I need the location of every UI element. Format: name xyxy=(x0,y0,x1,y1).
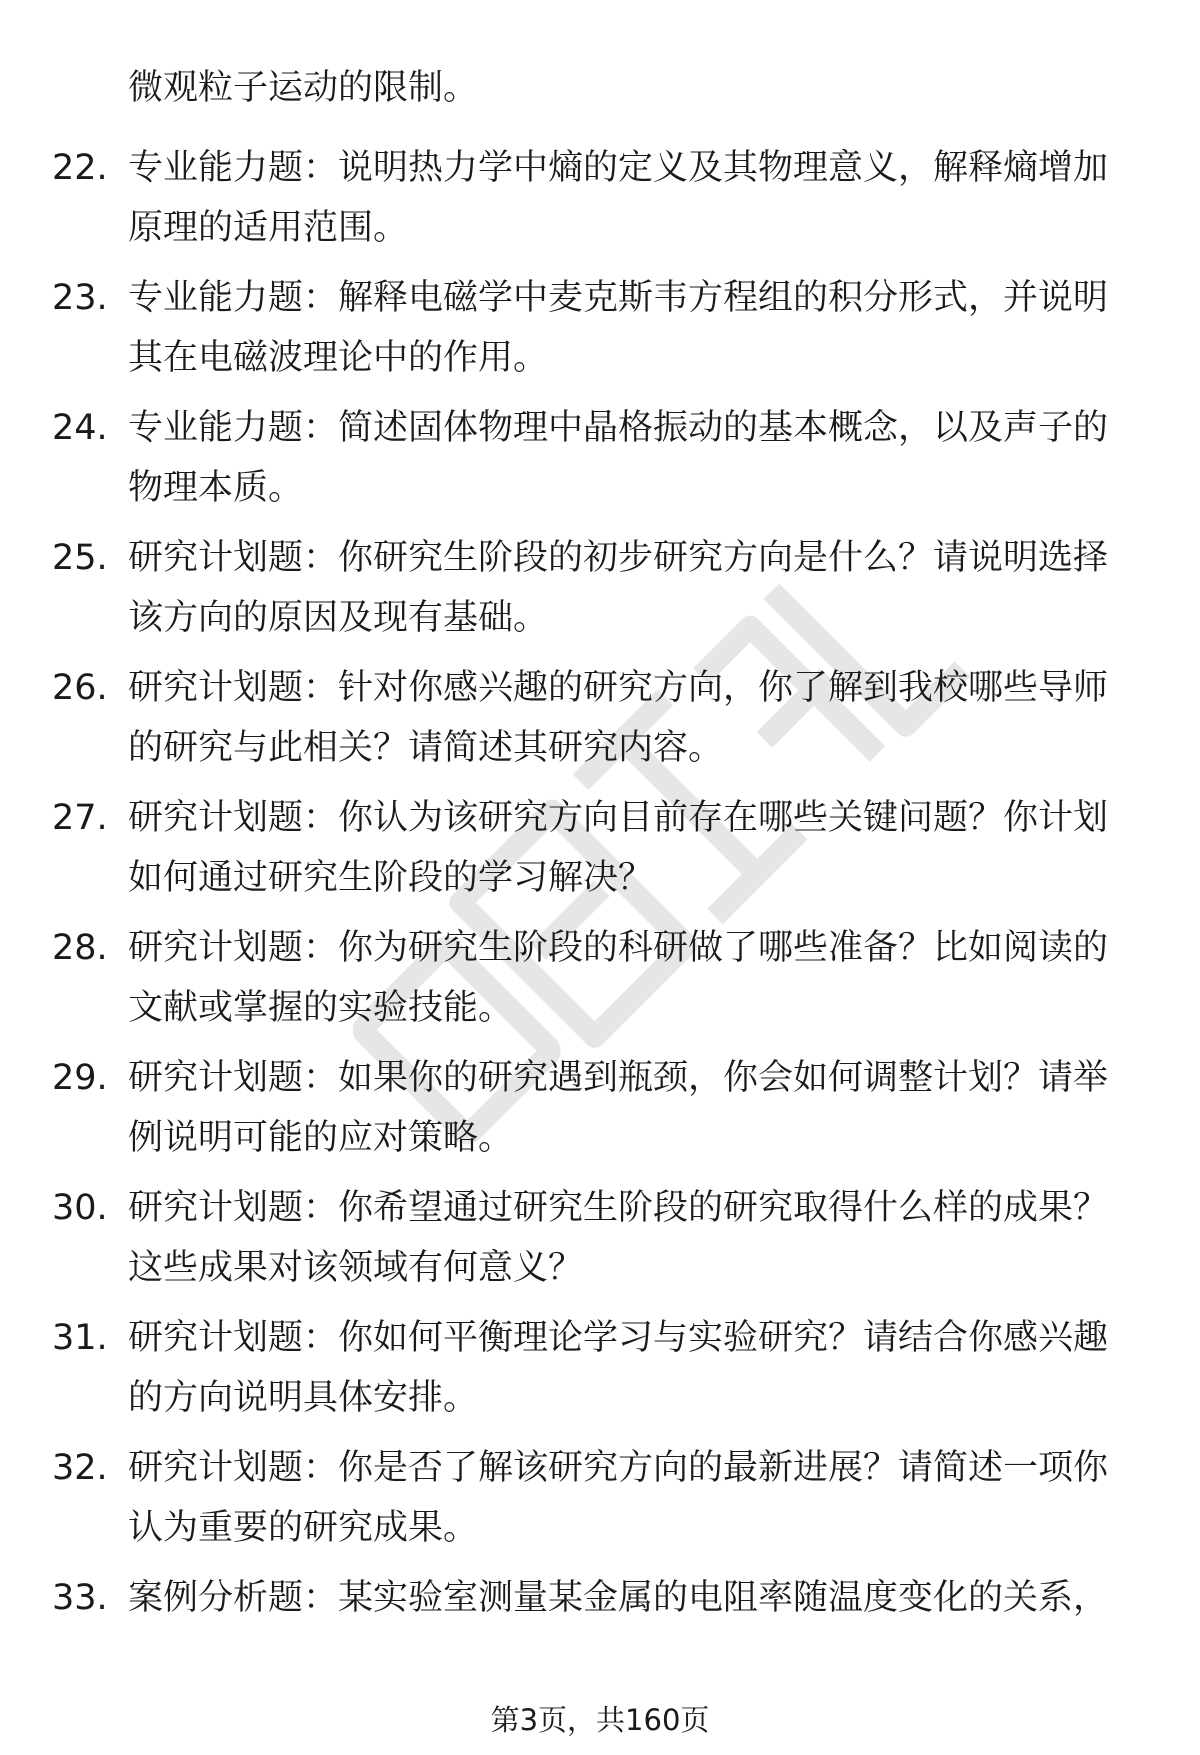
question-number: 27. xyxy=(52,798,108,838)
question-item xyxy=(0,138,1200,268)
question-text xyxy=(128,788,1138,908)
question-item xyxy=(0,268,1200,398)
question-text-line: 该方向的原因及现有基础。 xyxy=(128,598,549,638)
question-text-line: 例说明可能的应对策略。 xyxy=(128,1118,514,1158)
question-text-line: 的方向说明具体安排。 xyxy=(128,1378,479,1418)
question-item xyxy=(0,398,1200,528)
question-number: 28. xyxy=(52,928,108,968)
question-text xyxy=(128,268,1138,388)
question-number: 29. xyxy=(52,1058,108,1098)
question-item xyxy=(0,1568,1200,1698)
question-item xyxy=(0,1438,1200,1568)
question-text-line: 其在电磁波理论中的作用。 xyxy=(128,338,549,378)
question-text-line: 案例分析题：某实验室测量某金属的电阻率随温度变化的关系， xyxy=(128,1578,1109,1618)
question-text-line: 专业能力题：解释电磁学中麦克斯韦方程组的积分形式，并说明 xyxy=(128,278,1109,318)
question-list xyxy=(0,138,1200,1698)
question-text-line: 研究计划题：针对你感兴趣的研究方向，你了解到我校哪些导师 xyxy=(128,668,1109,708)
question-item xyxy=(0,788,1200,918)
question-text-line: 文献或掌握的实验技能。 xyxy=(128,988,514,1028)
question-text-line: 如何通过研究生阶段的学习解决？ xyxy=(128,858,654,898)
question-text xyxy=(128,918,1138,1038)
question-number: 25. xyxy=(52,538,108,578)
question-text-line: 研究计划题：你认为该研究方向目前存在哪些关键问题？你计划 xyxy=(128,798,1109,838)
question-text-line: 物理本质。 xyxy=(128,468,304,508)
question-number: 24. xyxy=(52,408,108,448)
question-text-line: 研究计划题：你希望通过研究生阶段的研究取得什么样的成果？ xyxy=(128,1188,1109,1228)
continuation-text: 微观粒子运动的限制。 xyxy=(128,68,479,108)
question-text-line: 专业能力题：简述固体物理中晶格振动的基本概念，以及声子的 xyxy=(128,408,1109,448)
question-number: 33. xyxy=(52,1578,108,1618)
question-text-line: 这些成果对该领域有何意义？ xyxy=(128,1248,584,1288)
question-item xyxy=(0,1048,1200,1178)
question-item xyxy=(0,658,1200,788)
question-number: 26. xyxy=(52,668,108,708)
question-text xyxy=(128,1568,1138,1628)
question-text xyxy=(128,1048,1138,1168)
question-item xyxy=(0,1178,1200,1308)
question-item xyxy=(0,1308,1200,1438)
question-text-line: 研究计划题：你如何平衡理论学习与实验研究？请结合你感兴趣 xyxy=(128,1318,1109,1358)
question-number: 30. xyxy=(52,1188,108,1228)
question-text-line: 认为重要的研究成果。 xyxy=(128,1508,479,1548)
question-text xyxy=(128,658,1138,778)
page-indicator: 第3页，共160页 xyxy=(490,1703,710,1737)
question-text-line: 原理的适用范围。 xyxy=(128,208,409,248)
question-text-line: 专业能力题：说明热力学中熵的定义及其物理意义，解释熵增加 xyxy=(128,148,1109,188)
question-text-line: 研究计划题：你研究生阶段的初步研究方向是什么？请说明选择 xyxy=(128,538,1109,578)
question-text xyxy=(128,1308,1138,1428)
question-text xyxy=(128,398,1138,518)
question-text xyxy=(128,138,1138,258)
question-number: 31. xyxy=(52,1318,108,1358)
question-number: 23. xyxy=(52,278,108,318)
question-item xyxy=(0,528,1200,658)
question-text-line: 研究计划题：你是否了解该研究方向的最新进展？请简述一项你 xyxy=(128,1448,1109,1488)
question-number: 22. xyxy=(52,148,108,188)
question-text-line: 的研究与此相关？请简述其研究内容。 xyxy=(128,728,724,768)
question-text xyxy=(128,1178,1138,1298)
question-number: 32. xyxy=(52,1448,108,1488)
question-item xyxy=(0,918,1200,1048)
question-text-line: 研究计划题：你为研究生阶段的科研做了哪些准备？比如阅读的 xyxy=(128,928,1109,968)
question-text xyxy=(128,1438,1138,1558)
question-text xyxy=(128,528,1138,648)
question-text-line: 研究计划题：如果你的研究遇到瓶颈，你会如何调整计划？请举 xyxy=(128,1058,1109,1098)
